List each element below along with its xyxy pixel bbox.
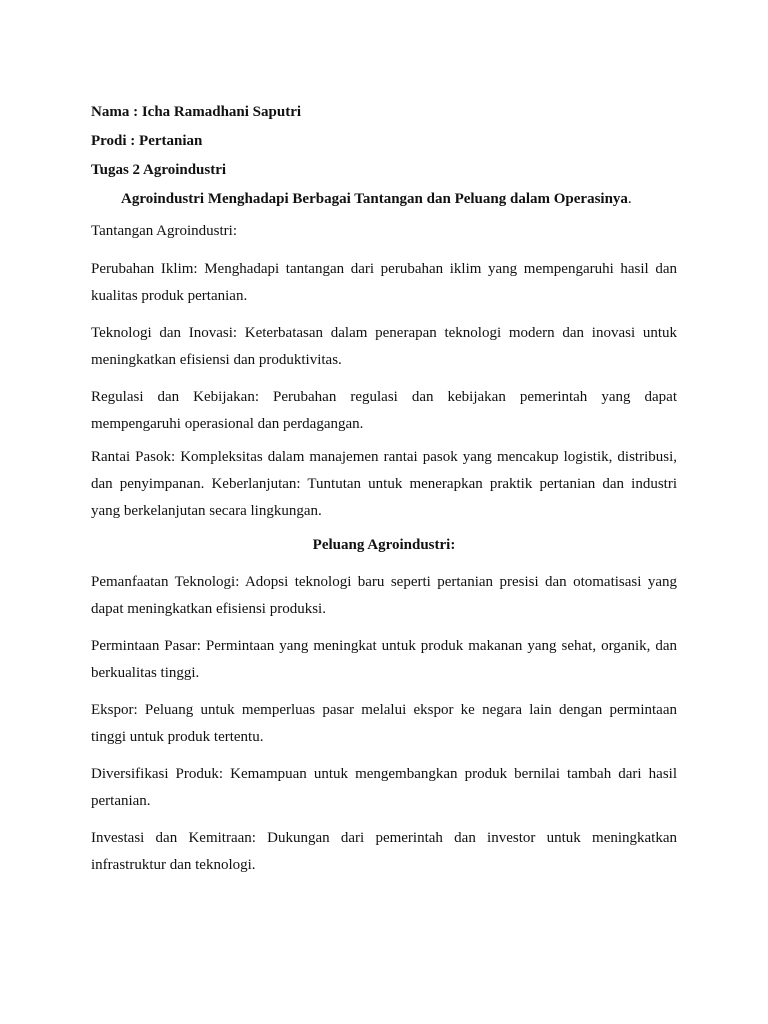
opportunity-technology: Pemanfaatan Teknologi: Adopsi teknologi baru seperti pertanian presisi dan otomatisasi yang dapat meningkatkan efisiensi produksi. bbox=[91, 574, 677, 617]
study-program: Prodi : Pertanian bbox=[91, 133, 203, 149]
document-title bbox=[91, 189, 677, 209]
document-title-text: Agroindustri Menghadapi Berbagai Tantangan dan Peluang dalam Operasinya bbox=[121, 191, 628, 207]
challenge-climate: Perubahan Iklim: Menghadapi tantangan dari perubahan iklim yang mempengaruhi hasil dan kualitas produk pertanian. bbox=[91, 261, 677, 304]
challenge-technology: Teknologi dan Inovasi: Keterbatasan dalam penerapan teknologi modern dan inovasi untuk meningkatkan efisiensi dan produktivitas. bbox=[91, 325, 677, 368]
assignment-label: Tugas 2 Agroindustri bbox=[91, 162, 227, 178]
challenges-heading: Tantangan Agroindustri: bbox=[91, 223, 238, 239]
challenge-supply-chain: Rantai Pasok: Kompleksitas dalam manajemen rantai pasok yang mencakup logistik, distribusi, dan penyimpanan. Keberlanjutan: Tuntutan untuk menerapkan praktik pertanian dan industri yang berkelanjutan secara lingkungan. bbox=[91, 449, 677, 519]
challenge-regulation: Regulasi dan Kebijakan: Perubahan regulasi dan kebijakan pemerintah yang dapat mempengaruhi operasional dan perdagangan. bbox=[91, 389, 677, 432]
opportunity-market-demand: Permintaan Pasar: Permintaan yang meningkat untuk produk makanan yang sehat, organik, dan berkualitas tinggi. bbox=[91, 638, 677, 681]
opportunity-investment: Investasi dan Kemitraan: Dukungan dari pemerintah dan investor untuk meningkatkan infrastruktur dan teknologi. bbox=[91, 830, 677, 873]
opportunities-heading: Peluang Agroindustri: bbox=[312, 537, 456, 553]
document-title-period: . bbox=[627, 191, 632, 207]
opportunity-diversification: Diversifikasi Produk: Kemampuan untuk mengembangkan produk bernilai tambah dari hasil pertanian. bbox=[91, 766, 677, 809]
student-name: Nama : Icha Ramadhani Saputri bbox=[91, 104, 302, 120]
opportunity-export: Ekspor: Peluang untuk memperluas pasar melalui ekspor ke negara lain dengan permintaan tinggi untuk produk tertentu. bbox=[91, 702, 677, 745]
document-page bbox=[91, 102, 677, 889]
